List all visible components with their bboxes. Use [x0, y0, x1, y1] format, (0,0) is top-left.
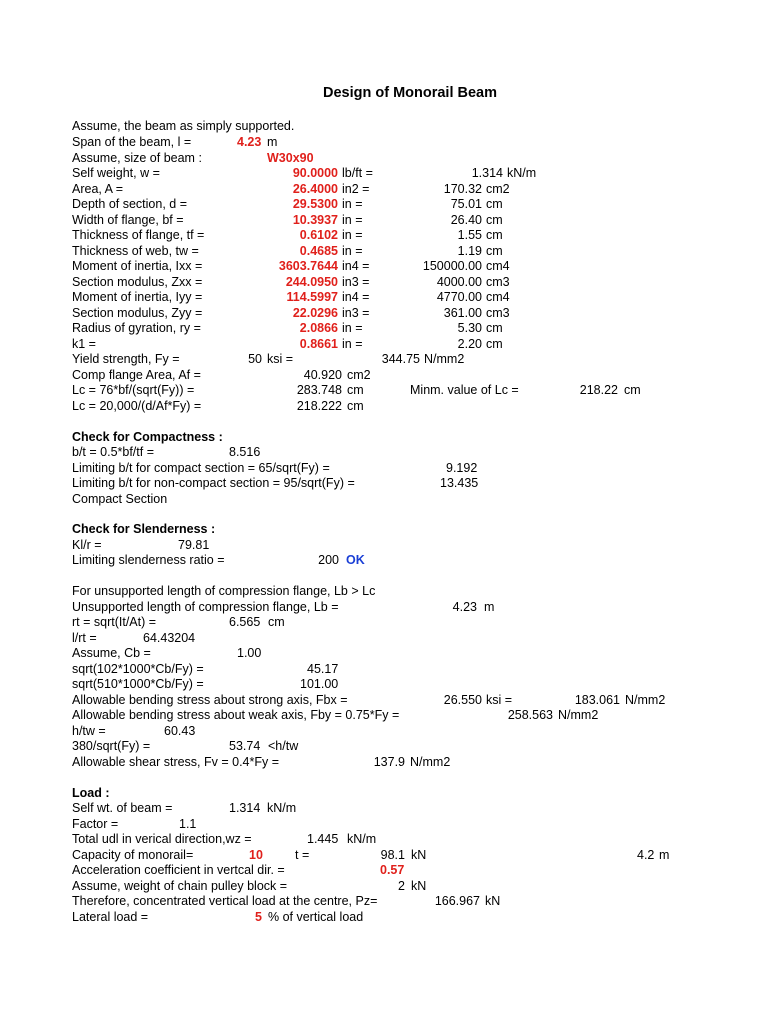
cell-value: 361.00: [443, 306, 482, 320]
row-label: Allowable bending stress about weak axis, Fby = 0.75*Fy =: [72, 708, 400, 722]
cell-value: 4.2: [637, 848, 655, 862]
cell-value: in2 =: [342, 182, 370, 196]
cell-value: 0.57: [380, 863, 405, 877]
cell-value: 75.01: [450, 197, 482, 211]
cell-value: in3 =: [342, 275, 370, 289]
row-label: Width of flange, bf =: [72, 213, 184, 227]
cell-value: 22.0296: [292, 306, 338, 320]
cell-value: 1.314: [229, 801, 261, 815]
cell-value: cm: [486, 213, 503, 227]
cell-value: 170.32: [443, 182, 482, 196]
cell-value: in =: [342, 197, 363, 211]
cell-value: kN: [411, 879, 427, 893]
cell-value: m: [267, 135, 278, 149]
cell-value: in =: [342, 244, 363, 258]
row-label: Section modulus, Zyy =: [72, 306, 203, 320]
cell-value: cm: [347, 399, 364, 413]
cell-value: 60.43: [164, 724, 196, 738]
cell-value: 90.0000: [292, 166, 338, 180]
cell-value: in =: [342, 321, 363, 335]
cell-value: 218.22: [579, 383, 618, 397]
cell-value: 5: [255, 910, 262, 924]
cell-value: cm2: [347, 368, 371, 382]
cell-value: cm2: [486, 182, 510, 196]
cell-value: in =: [342, 337, 363, 351]
cell-value: in4 =: [342, 290, 370, 304]
cell-value: cm: [486, 197, 503, 211]
cell-value: 45.17: [307, 662, 339, 676]
row-label: Check for Compactness :: [72, 430, 223, 444]
cell-value: N/mm2: [410, 755, 451, 769]
cell-value: N/mm2: [558, 708, 599, 722]
cell-value: Minm. value of Lc =: [410, 383, 519, 397]
cell-value: 5.30: [457, 321, 482, 335]
row-label: h/tw =: [72, 724, 106, 738]
cell-value: 26.40: [450, 213, 482, 227]
cell-value: 1.445: [307, 832, 339, 846]
cell-value: 2: [398, 879, 405, 893]
cell-value: 10.3937: [292, 213, 338, 227]
cell-value: 114.5997: [286, 290, 338, 304]
cell-value: 166.967: [434, 894, 480, 908]
row-label: Factor =: [72, 817, 119, 831]
cell-value: ksi =: [267, 352, 294, 366]
cell-value: cm: [268, 615, 285, 629]
cell-value: N/mm2: [625, 693, 666, 707]
row-label: For unsupported length of compression flange, Lb > Lc: [72, 584, 376, 598]
row-label: Limiting slenderness ratio =: [72, 553, 225, 567]
cell-value: 26.550: [443, 693, 482, 707]
cell-value: cm: [624, 383, 641, 397]
row-label: Compact Section: [72, 492, 168, 506]
cell-value: cm4: [486, 290, 510, 304]
cell-value: 4770.00: [436, 290, 482, 304]
row-label: sqrt(102*1000*Cb/Fy) =: [72, 662, 204, 676]
cell-value: kN: [411, 848, 427, 862]
row-label: Limiting b/t for compact section = 65/sqrt(Fy) =: [72, 461, 330, 475]
row-label: Allowable shear stress, Fv = 0.4*Fy =: [72, 755, 280, 769]
row-label: Capacity of monorail=: [72, 848, 194, 862]
cell-value: kN/m: [347, 832, 377, 846]
cell-value: 40.920: [303, 368, 342, 382]
cell-value: 13.435: [440, 476, 479, 490]
cell-value: 98.1: [380, 848, 405, 862]
cell-value: 200: [318, 553, 339, 567]
row-label: Assume, Cb =: [72, 646, 151, 660]
row-label: sqrt(510*1000*Cb/Fy) =: [72, 677, 204, 691]
cell-value: 10: [249, 848, 263, 862]
cell-value: 0.8661: [299, 337, 338, 351]
row-label: Acceleration coefficient in vertcal dir. =: [72, 863, 285, 877]
cell-value: cm4: [486, 259, 510, 273]
row-label: Span of the beam, l =: [72, 135, 192, 149]
cell-value: 1.55: [457, 228, 482, 242]
cell-value: 8.516: [229, 445, 261, 459]
cell-value: cm: [486, 337, 503, 351]
cell-value: in =: [342, 228, 363, 242]
row-label: Thickness of flange, tf =: [72, 228, 205, 242]
cell-value: m: [484, 600, 495, 614]
row-label: Limiting b/t for non-compact section = 95/sqrt(Fy) =: [72, 476, 355, 490]
cell-value: OK: [346, 553, 365, 567]
row-label: Unsupported length of compression flange, Lb =: [72, 600, 339, 614]
cell-value: % of vertical load: [268, 910, 364, 924]
cell-value: 2.20: [457, 337, 482, 351]
row-label: b/t = 0.5*bf/tf =: [72, 445, 155, 459]
cell-value: 150000.00: [422, 259, 482, 273]
row-label: Yield strength, Fy =: [72, 352, 180, 366]
cell-value: 53.74: [229, 739, 261, 753]
cell-value: 9.192: [446, 461, 478, 475]
cell-value: cm3: [486, 275, 510, 289]
cell-value: N/mm2: [424, 352, 465, 366]
row-label: Moment of inertia, Iyy =: [72, 290, 203, 304]
row-label: Total udl in verical direction,wz =: [72, 832, 252, 846]
row-label: Section modulus, Zxx =: [72, 275, 203, 289]
cell-value: 3603.7644: [278, 259, 338, 273]
cell-value: 1.1: [179, 817, 197, 831]
cell-value: cm: [486, 244, 503, 258]
row-label: Kl/r =: [72, 538, 102, 552]
row-label: Lc = 76*bf/(sqrt(Fy)) =: [72, 383, 195, 397]
cell-value: <h/tw: [268, 739, 299, 753]
cell-value: 6.565: [229, 615, 261, 629]
row-label: Check for Slenderness :: [72, 522, 216, 536]
cell-value: 64.43204: [143, 631, 196, 645]
row-label: rt = sqrt(It/At) =: [72, 615, 157, 629]
cell-value: 26.4000: [292, 182, 338, 196]
cell-value: 283.748: [296, 383, 342, 397]
cell-value: 101.00: [300, 677, 339, 691]
cell-value: 29.5300: [292, 197, 338, 211]
row-label: Self wt. of beam =: [72, 801, 173, 815]
cell-value: 0.4685: [299, 244, 338, 258]
cell-value: ksi =: [486, 693, 513, 707]
cell-value: cm3: [486, 306, 510, 320]
cell-value: 183.061: [574, 693, 620, 707]
cell-value: 0.6102: [299, 228, 338, 242]
cell-value: in =: [342, 213, 363, 227]
cell-value: 1.19: [457, 244, 482, 258]
cell-value: 4.23: [452, 600, 477, 614]
cell-value: 4000.00: [436, 275, 482, 289]
row-label: Lc = 20,000/(d/Af*Fy) =: [72, 399, 202, 413]
cell-value: m: [659, 848, 670, 862]
cell-value: cm: [486, 321, 503, 335]
cell-value: 1.314: [471, 166, 503, 180]
cell-value: 218.222: [296, 399, 342, 413]
row-label: l/rt =: [72, 631, 97, 645]
row-label: Therefore, concentrated vertical load at the centre, Pz=: [72, 894, 378, 908]
cell-value: in4 =: [342, 259, 370, 273]
cell-value: 4.23: [237, 135, 262, 149]
row-label: Radius of gyration, ry =: [72, 321, 201, 335]
row-label: Assume, size of beam :: [72, 151, 202, 165]
row-label: Thickness of web, tw =: [72, 244, 199, 258]
cell-value: lb/ft =: [342, 166, 373, 180]
cell-value: 79.81: [178, 538, 210, 552]
cell-value: cm: [486, 228, 503, 242]
row-label: Self weight, w =: [72, 166, 160, 180]
cell-value: W30x90: [267, 151, 314, 165]
cell-value: 258.563: [507, 708, 553, 722]
row-label: Depth of section, d =: [72, 197, 188, 211]
row-label: Lateral load =: [72, 910, 149, 924]
cell-value: t =: [295, 848, 310, 862]
row-label: Load :: [72, 786, 110, 800]
row-label: Assume, the beam as simply supported.: [72, 119, 295, 133]
cell-value: kN: [485, 894, 501, 908]
cell-value: 2.0866: [299, 321, 338, 335]
row-label: 380/sqrt(Fy) =: [72, 739, 151, 753]
cell-value: 344.75: [381, 352, 420, 366]
cell-value: kN/m: [267, 801, 297, 815]
page-title: Design of Monorail Beam: [322, 85, 498, 101]
cell-value: 1.00: [237, 646, 262, 660]
row-label: Assume, weight of chain pulley block =: [72, 879, 288, 893]
cell-value: 137.9: [373, 755, 405, 769]
cell-value: 50: [248, 352, 262, 366]
row-label: Area, A =: [72, 182, 124, 196]
cell-value: kN/m: [507, 166, 537, 180]
row-label: Moment of inertia, Ixx =: [72, 259, 203, 273]
cell-value: 244.0950: [285, 275, 338, 289]
cell-value: in3 =: [342, 306, 370, 320]
row-label: k1 =: [72, 337, 96, 351]
cell-value: cm: [347, 383, 364, 397]
row-label: Comp flange Area, Af =: [72, 368, 201, 382]
row-label: Allowable bending stress about strong axis, Fbx =: [72, 693, 348, 707]
